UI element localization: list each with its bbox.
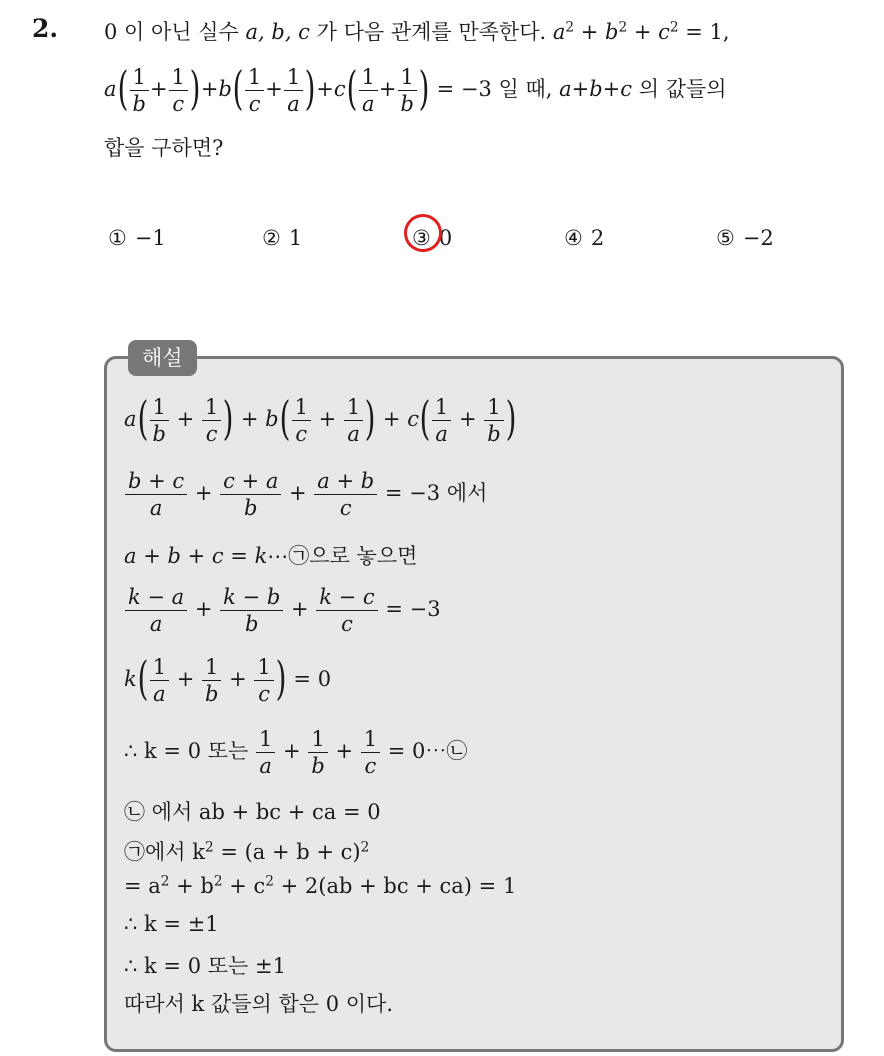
choice-3[interactable]: ③ 0 bbox=[412, 226, 453, 250]
problem-number: 2. bbox=[32, 14, 59, 43]
choice-5[interactable]: ⑤ −2 bbox=[716, 226, 774, 250]
solution-line-6: ∴ k = 0 또는 $\frac{1}{a}$ + $\frac{1}{b}$ + $\frac{1}{c}$ = 0⋯㉡ bbox=[124, 727, 468, 779]
solution-line-12: 따라서 k 값들의 합은 0 이다. bbox=[124, 992, 393, 1016]
solution-line-11: ∴ k = 0 또는 ±1 bbox=[124, 954, 286, 978]
problem-line-3: 합을 구하면? bbox=[104, 136, 224, 160]
solution-line-10: ∴ k = ±1 bbox=[124, 912, 219, 936]
problem-line-2: a( $\frac{1}{b}$ + $\frac{1}{c}$ )+b( $\frac{1}{c}$ + $\frac{1}{a}$ )+c( $\frac{1}{a}$ + $\frac{1}{b}$ ) = −3 일 때, a+b+c 의 값들의 bbox=[104, 60, 727, 117]
solution-line-8: ㉠에서 $k^2 = (a + b + c)^2$ bbox=[124, 839, 370, 864]
choice-2[interactable]: ② 1 bbox=[262, 226, 303, 250]
solution-line-2: $\frac{b + c}{a}$ + $\frac{c + a}{b}$ + $\frac{a + b}{c}$ = −3 에서 bbox=[124, 470, 487, 519]
solution-line-9: = $a^2 + b^2 + c^2 + 2(ab$ + bc + ca) = 1 bbox=[124, 873, 517, 898]
choice-4[interactable]: ④ 2 bbox=[564, 226, 605, 250]
solution-line-7: ㉡ 에서 ab + bc + ca = 0 bbox=[124, 800, 381, 824]
solution-line-5: k( $\frac{1}{a}$ + $\frac{1}{b}$ + $\frac{1}{c}$ ) = 0 bbox=[124, 650, 332, 707]
solution-line-1: a( $\frac{1}{b}$ + $\frac{1}{c}$ ) + b( $\frac{1}{c}$ + $\frac{1}{a}$ ) + c( $\frac{1}{a}$ + $\frac{1}{b}$ ) bbox=[124, 390, 517, 447]
choice-1[interactable]: ① −1 bbox=[108, 226, 166, 250]
problem-line-1: 0 이 아닌 실수 a, b, c 가 다음 관계를 만족한다. $a^2 + b^2 + c^2 = 1$, bbox=[104, 19, 730, 44]
solution-line-3: a + b + c = k⋯㉠으로 놓으면 bbox=[124, 544, 418, 568]
solution-line-4: $\frac{k - a}{a}$ + $\frac{k - b}{b}$ + $\frac{k - c}{c}$ = −3 bbox=[124, 586, 441, 635]
solution-tag: 해설 bbox=[128, 340, 197, 376]
